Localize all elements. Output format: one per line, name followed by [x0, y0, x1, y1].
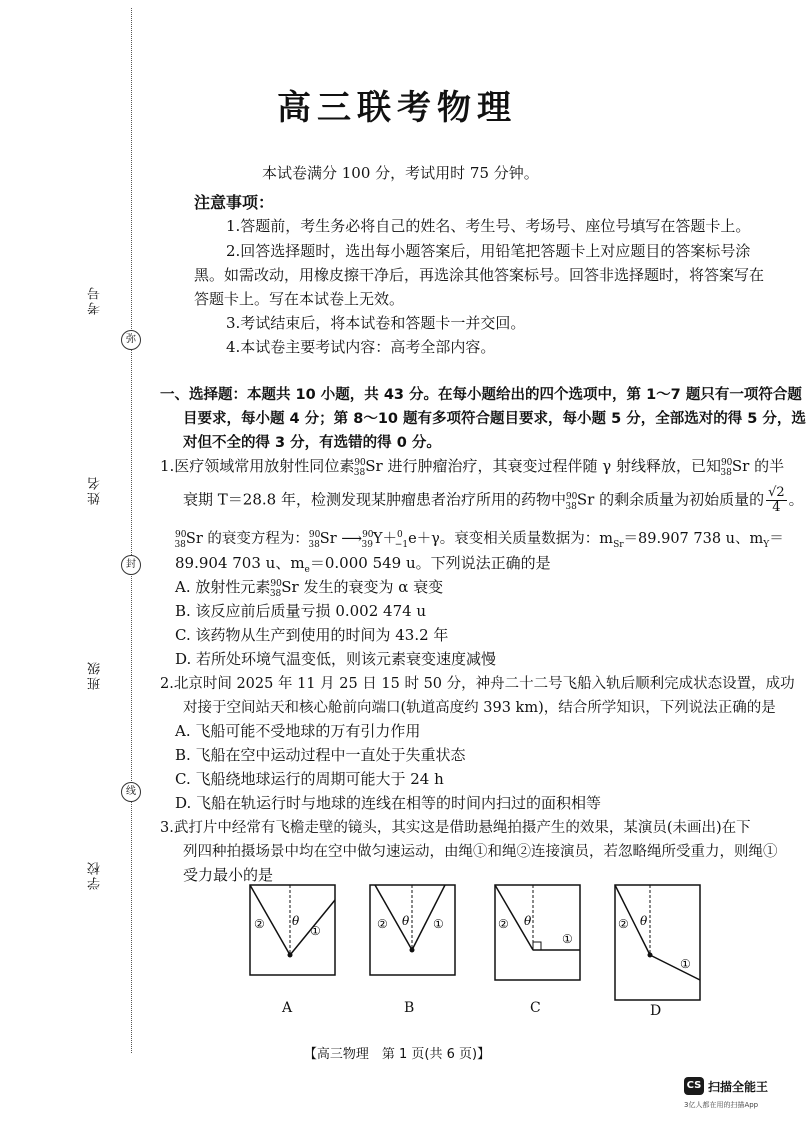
fraction-sqrt2-over-4: $\frac{√2}{4}$: [768, 485, 785, 515]
binding-dotted-line: [131, 8, 132, 1053]
q1-line-3: $^{90}_{38}$Sr 的衰变方程为：$^{90}_{38}$Sr ⟶$^{90}_{39}$Y＋$^0_{-1}$e＋γ。衰变相关质量数据为：$m_{Sr}=89.907$ 738 u、$m_Y=$: [174, 530, 784, 550]
scanner-logo-icon: CS: [684, 1077, 704, 1095]
q1-option-d: D. 若所处环境气温变低，则该元素衰变速度减慢: [175, 650, 497, 668]
diagram-label-c: C: [530, 1000, 541, 1016]
q2-option-c: C. 飞船绕地球运行的周期可能大于 24 h: [175, 770, 444, 788]
q1-line-1: 1.医疗领域常用放射性同位素$^{90}_{38}$Sr 进行肿瘤治疗，其衰变过程伴随 γ 射线释放，已知$^{90}_{38}$Sr 的半: [160, 457, 785, 478]
diagram-b: [370, 885, 455, 975]
notice-item-1: 1.答题前，考生务必将自己的姓名、考生号、考场号、座位号填写在答题卡上。: [226, 217, 751, 235]
rope2-label-a: ②: [254, 917, 265, 931]
rope2-label-c: ②: [498, 917, 509, 931]
scanner-logo: [684, 1077, 768, 1095]
nuclide-sr90: $^{90}_{38}$: [353, 458, 366, 478]
notice-item-2-cont: 黑。如需改动，用橡皮擦干净后，再选涂其他答案标号。回答非选择题时，将答案写在: [194, 266, 765, 284]
theta-label-c: θ: [524, 914, 532, 928]
q3-line-3: 受力最小的是: [183, 866, 274, 884]
notice-heading: 注意事项：: [194, 193, 275, 212]
q3-line-2: 列四种拍摄场景中均在空中做匀速运动，由绳①和绳②连接演员，若忽略绳所受重力，则绳①: [183, 844, 778, 860]
page-footer: 【高三物理 第 1 页(共 6 页)】: [303, 1047, 491, 1062]
notice-item-3: 3.考试结束后，将本试卷和答题卡一并交回。: [226, 314, 526, 332]
q1-line-2: 衰期 T＝28.8 年，检测发现某肿瘤患者治疗所用的药物中$^{90}_{38}$Sr 的剩余质量为初始质量的 $\frac{√2}{4}$ 。: [183, 485, 804, 515]
rope2-label-b: ②: [377, 917, 388, 931]
rope1-label-d: ①: [680, 957, 691, 971]
q2-option-b: B. 飞船在空中运动过程中一直处于失重状态: [175, 746, 466, 764]
rope1-label-a: ①: [310, 924, 321, 938]
seal-mark-2: 封: [121, 555, 141, 575]
diagram-label-b: B: [404, 1000, 415, 1016]
section-heading-line-1: 一、选择题：本题共 10 小题，共 43 分。在每小题给出的四个选项中，第 1～7 题只有一项符合题: [160, 387, 802, 403]
scanner-logo-name: 扫描全能王: [708, 1079, 769, 1094]
side-label-name: 姓名: [88, 475, 103, 505]
q1-line-4: 89.904 703 u、$m_e=0.000$ 549 u。下列说法正确的是: [175, 554, 551, 575]
diagram-a: [250, 885, 335, 975]
section-heading-line-2: 目要求，每小题 4 分；第 8～10 题有多项符合题目要求，每小题 5 分，全部选对的得 5 分，选: [183, 411, 806, 427]
theta-label-b: θ: [402, 914, 410, 928]
q3-diagrams: [240, 880, 710, 1000]
theta-label-a: θ: [292, 914, 300, 928]
q1-option-a: A. 放射性元素$^{90}_{38}$Sr 发生的衰变为 α 衰变: [175, 578, 444, 599]
section-heading-line-3: 对但不全的得 3 分，有选错的得 0 分。: [183, 435, 441, 451]
side-label-class: 班级: [88, 660, 103, 690]
page-title: 高三联考物理: [277, 88, 517, 128]
notice-item-2-end: 答题卡上。写在本试卷上无效。: [194, 290, 405, 308]
seal-mark-3: 线: [121, 782, 141, 802]
theta-label-d: θ: [640, 914, 648, 928]
q2-line-1: 2.北京时间 2025 年 11 月 25 日 15 时 50 分，神舟二十二号飞船入轨后顺利完成状态设置，成功: [160, 676, 795, 692]
q1-option-b: B. 该反应前后质量亏损 0.002 474 u: [175, 602, 427, 620]
rope1-label-b: ①: [433, 917, 444, 931]
diagram-c: [495, 885, 580, 980]
scanner-logo-tagline: 3亿人都在用的扫描App: [684, 1101, 759, 1109]
diagram-d: [615, 885, 700, 1000]
notice-item-2: 2.回答选择题时，选出每小题答案后，用铅笔把答题卡上对应题目的答案标号涂: [226, 242, 751, 260]
exam-intro: 本试卷满分 100 分，考试用时 75 分钟。: [262, 164, 539, 182]
q3-line-1: 3.武打片中经常有飞檐走壁的镜头，其实这是借助悬绳拍摄产生的效果，某演员(未画出)在下: [160, 820, 751, 836]
diagram-label-a: A: [282, 1000, 293, 1016]
q2-line-2: 对接于空间站天和核心舱前向端口(轨道高度约 393 km)，结合所学知识，下列说法正确的是: [183, 700, 776, 716]
notice-item-4: 4.本试卷主要考试内容：高考全部内容。: [226, 338, 496, 356]
q2-option-a: A. 飞船可能不受地球的万有引力作用: [175, 722, 421, 740]
side-label-exam-no: 考号: [88, 285, 103, 315]
side-label-school: 学校: [88, 860, 103, 890]
diagram-label-d: D: [650, 1003, 662, 1019]
seal-mark-1: 弥: [121, 330, 141, 350]
rope1-label-c: ①: [562, 932, 573, 946]
rope2-label-d: ②: [618, 917, 629, 931]
q2-option-d: D. 飞船在轨运行时与地球的连线在相等的时间内扫过的面积相等: [175, 794, 602, 812]
q1-option-c: C. 该药物从生产到使用的时间为 43.2 年: [175, 626, 449, 644]
